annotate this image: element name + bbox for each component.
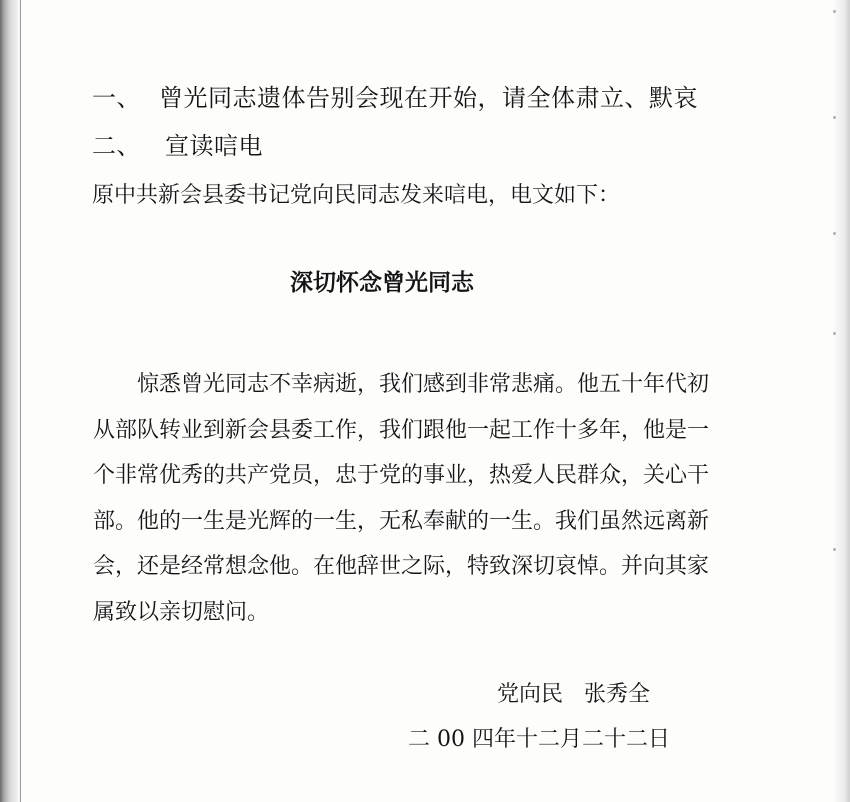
telegram-body [93,362,733,635]
scan-speck [833,10,836,13]
binding-shadow [0,0,22,802]
telegram-body-line: 会，还是经常想念他。在他辞世之际，特致深切哀悼。并向其家 [93,554,710,579]
telegram-date: 二 00 四年十二月二十二日 [408,727,670,752]
scan-speck [833,116,836,119]
telegram-body-line: 个非常优秀的共产党员，忠于党的事业，热爱人民群众，关心干 [93,463,710,488]
telegram-signatories: 党向民 张秀全 [497,682,650,707]
telegram-body-line: 惊悉曾光同志不幸病逝，我们感到非常悲痛。他五十年代初 [137,372,710,397]
telegram-title: 深切怀念曾光同志 [290,269,474,296]
scan-speck [833,548,836,551]
scan-speck [833,332,836,335]
agenda-item-number: 二、 [92,132,141,160]
agenda-item-text: 曾光同志遗体告别会现在开始，请全体肃立、默哀 [159,84,698,112]
agenda-item-text: 宣读唁电 [165,132,263,160]
telegram-body-line: 从部队转业到新会县委工作，我们跟他一起工作十多年，他是一 [93,417,710,443]
page-edge-shadow [832,0,850,802]
scan-speck [833,232,836,235]
telegram-intro: 原中共新会县委书记党向民同志发来唁电，电文如下： [92,183,621,208]
agenda-item-2 [92,132,263,160]
telegram-body-line: 属致以亲切慰问。 [93,599,270,625]
agenda-item-1 [92,84,698,112]
binding-line [20,0,21,802]
telegram-body-line: 部。他的一生是光辉的一生，无私奉献的一生。我们虽然远离新 [93,508,710,534]
agenda-item-number: 一、 [92,84,141,112]
